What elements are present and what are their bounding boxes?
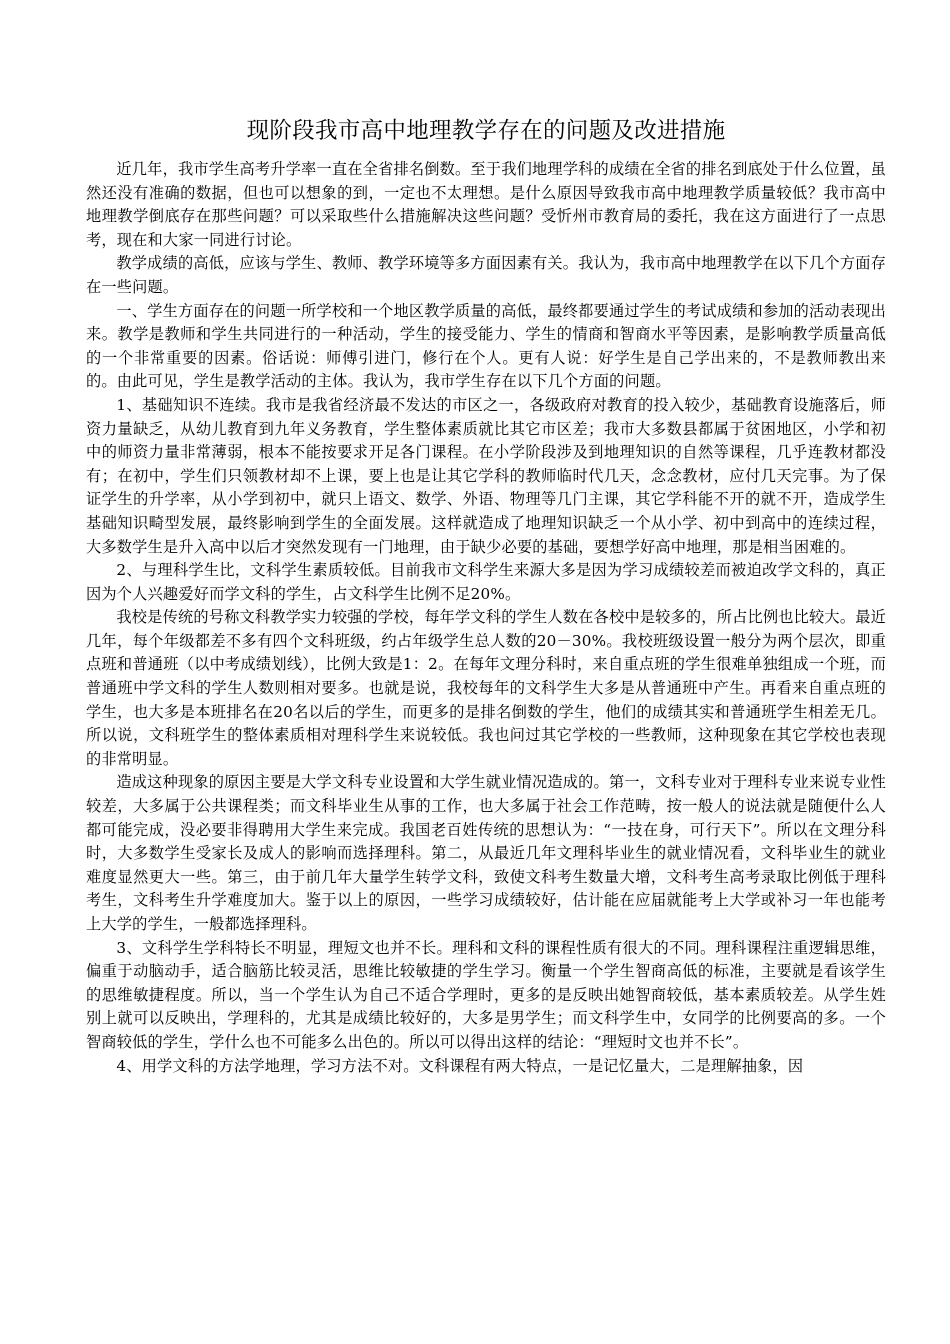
paragraph-school-example: 我校是传统的号称文科教学实力较强的学校，每年学文科的学生人数在各校中是较多的，所占比例也比较大。最近几年，每个年级都差不多有四个文科班级，约占年级学生总人数的20－30%。我校班级设置一般分为两个层次，即重点班和普通班（以中考成绩划线），比例大致是1：2。在每年文理分科时，来自重点班的学生很难单独组成一个班，而普通班中学文科的学生人数则相对要多。也就是说，我校每年的文科学生大多是从普通班中产生。再看来自重点班的学生，也大多是本班排名在20名以后的学生，而更多的是排名倒数的学生，他们的成绩其实和普通班学生相差无几。所以说，文科班学生的整体素质相对理科学生来说较低。我也问过其它学校的一些教师，这种现象在其它学校也表现的非常明显。 <box>86 608 886 768</box>
paragraph-causes: 造成这种现象的原因主要是大学文科专业设置和大学生就业情况造成的。第一，文科专业对于理科专业来说专业性较差，大多属于公共课程类；而文科毕业生从事的工作，也大多属于社会工作范畴，按一般人的说法就是随便什么人都可能完成，没必要非得聘用大学生来完成。我国老百姓传统的思想认为：“一技在身，可行天下”。所以在文理分科时，大多数学生受家长及成人的影响而选择理科。第二，从最近几年文理科毕业生的就业情况看，文科毕业生的就业难度显然更大一些。第三，由于前几年大量学生转学文科，致使文科考生数量大增，文科考生高考录取比例低于理科考生，文科考生升学难度加大。鉴于以上的原因，一些学习成绩较好，估计能在应届就能考上大学或补习一年也能考上大学的学生，一般都选择理科。 <box>86 773 886 933</box>
paragraph-point-3: 3、文科学生学科特长不明显，理短文也并不长。理科和文科的课程性质有很大的不同。理科课程注重逻辑思维，偏重于动脑动手，适合脑筋比较灵活，思维比较敏捷的学生学习。衡量一个学生智商高低的标准，主要就是看该学生的思维敏捷程度。所以，当一个学生认为自己不适合学理时，更多的是反映出她智商较低，基本素质较差。从学生姓别上就可以反映出，学理科的，尤其是成绩比较好的，大多是男学生；而文科学生中，女同学的比例要高的多。一个智商较低的学生，学什么也不可能多么出色的。所以可以得出这样的结论：“理短时文也并不长”。 <box>86 938 886 1051</box>
document-page <box>86 116 886 1078</box>
paragraph-point-2: 2、与理科学生比，文科学生素质较低。目前我市文科学生来源大多是因为学习成绩较差而被迫改学文科的，真正因为个人兴趣爱好而学文科的学生，占文科学生比例不足20%。 <box>86 561 886 603</box>
paragraph-overview: 教学成绩的高低，应该与学生、教师、教学环境等多方面因素有关。我认为，我市高中地理教学在以下几个方面存在一些问题。 <box>86 254 886 296</box>
paragraph-point-4: 4、用学文科的方法学地理，学习方法不对。文科课程有两大特点，一是记忆量大，二是理解抽象，因 <box>116 1056 804 1075</box>
paragraph-point-1: 1、基础知识不连续。我市是我省经济最不发达的市区之一，各级政府对教育的投入较少，基础教育设施落后，师资力量缺乏，从幼儿教育到九年义务教育，学生整体素质就比其它市区差；我市大多数县都属于贫困地区，小学和初中的师资力量非常薄弱，根本不能按要求开足各门课程。在小学阶段涉及到地理知识的自然等课程，几乎连教材都没有；在初中，学生们只领教材却不上课，要上也是让其它学科的教师临时代几天，念念教材，应付几天完事。为了保证学生的升学率，从小学到初中，就只上语文、数学、外语、物理等几门主课，其它学科能不开的就不开，造成学生基础知识畸型发展，最终影响到学生的全面发展。这样就造成了地理知识缺乏一个从小学、初中到高中的连续过程，大多数学生是升入高中以后才突然发现有一门地理，由于缺少必要的基础，要想学好高中地理，那是相当困难的。 <box>86 395 886 556</box>
paragraph-intro: 近几年，我市学生高考升学率一直在全省排名倒数。至于我们地理学科的成绩在全省的排名到底处于什么位置，虽然还没有准确的数据，但也可以想象的到，一定也不太理想。是什么原因导致我市高中地理教学质量较低？我市高中地理教学倒底存在那些问题？可以采取些什么措施解决这些问题？受忻州市教育局的委托，我在这方面进行了一点思考，现在和大家一同进行讨论。 <box>86 160 886 249</box>
paragraph-section-1: 一、学生方面存在的问题一所学校和一个地区教学质量的高低，最终都要通过学生的考试成绩和参加的活动表现出来。教学是教师和学生共同进行的一种活动，学生的接受能力、学生的情商和智商水平等因素，是影响教学质量高低的一个非常重要的因素。俗话说：师傅引进门，修行在个人。更有人说：好学生是自己学出来的，不是教师教出来的。由此可见，学生是教学活动的主体。我认为，我市学生存在以下几个方面的问题。 <box>86 301 886 391</box>
document-title: 现阶段我市高中地理教学存在的问题及改进措施 <box>246 118 726 144</box>
